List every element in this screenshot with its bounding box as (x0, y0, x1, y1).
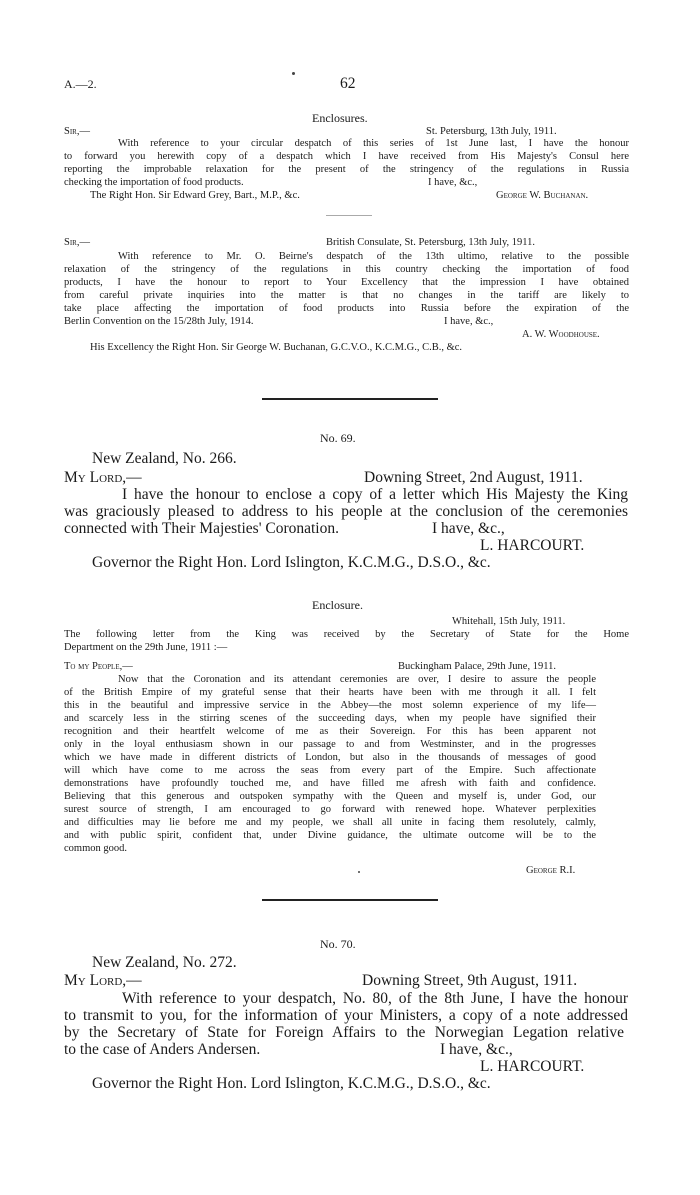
letter-body-line: Now that the Coronation and its attendant ceremonies are over, I desire to assure the people (118, 674, 596, 685)
letter-body-line: only in the loyal enthusiasm shown in our passage to and from Westminster, and in the progresses (64, 739, 596, 750)
enc1-recipient: The Right Hon. Sir Edward Grey, Bart., M.P., &c. (90, 190, 300, 201)
no69-body-line: connected with Their Majesties' Coronation. (64, 520, 339, 537)
letter-body-line: will which have come to me across the seas from every part of the Empire. Such affectionate (64, 765, 596, 776)
enc2-salutation: Sir,— (64, 237, 90, 248)
letter-body-line: and scarcely less in the stirring scenes of the succeeding days, when my people have signified their (64, 713, 596, 724)
no70-number: No. 70. (320, 937, 356, 951)
letter-body-line: common good. (64, 843, 127, 854)
letter-body-line: this in the beautiful and impressive service in the Abbey—the most solemn experience of my life— (64, 700, 596, 711)
letter-body-line: and with public spirit, confident that, under Divine guidance, the ultimate outcome will be to the (64, 830, 596, 841)
no70-body-line: to the case of Anders Andersen. (64, 1041, 261, 1058)
letter-body-line: Believing that this generous and outspoken sympathy with the Queen and myself is, under God, our (64, 791, 596, 802)
no69-signature: L. HARCOURT. (480, 537, 585, 554)
enc1-place-date: St. Petersburg, 13th July, 1911. (426, 126, 557, 137)
enc2-body-line: Berlin Convention on the 15/28th July, 1914. (64, 316, 254, 327)
letter-body-line: and difficulties may lie before me and my people, we shall all unite in facing them resolutely, calmly, (64, 817, 596, 828)
section-divider (262, 899, 438, 901)
enc2-body-line: take place affecting the importation of food products into Russia before the expiration of the (64, 303, 629, 314)
no69-recipient: Governor the Right Hon. Lord Islington, K.C.M.G., D.S.O., &c. (92, 554, 491, 571)
no69-closing: I have, &c., (432, 520, 505, 537)
page-reference: A.—2. (64, 77, 97, 91)
enc2-body-line: relaxation of the stringency of the regulations in this country checking the importation of food (64, 264, 629, 275)
letter-body-line: recognition and their heartfelt welcome of me as their Sovereign. For this has been apparent not (64, 726, 596, 737)
no70-signature: L. HARCOURT. (480, 1058, 585, 1075)
enc2-closing: I have, &c., (444, 316, 494, 327)
enc3-intro-line: The following letter from the King was received by the Secretary of State for the Home (64, 629, 629, 640)
short-divider (326, 215, 372, 216)
enc2-body-line: With reference to Mr. O. Beirne's despatch of the 13th ultimo, relative to the possible (118, 251, 629, 262)
enc1-closing: I have, &c., (428, 177, 478, 188)
no70-body-line: to transmit to you, for the information of your Ministers, a copy of a note addressed (64, 1007, 628, 1024)
enc3-salutation: To my People,— (64, 661, 133, 672)
no69-body-line: I have the honour to enclose a copy of a letter which His Majesty the King (122, 486, 628, 503)
enclosures-heading: Enclosures. (312, 111, 368, 125)
no70-body-line: by the Secretary of State for Foreign Affairs to the Norwegian Legation relative (64, 1024, 624, 1041)
no70-body-line: With reference to your despatch, No. 80, of the 8th June, I have the honour (122, 990, 628, 1007)
enc3-letter-place-date: Buckingham Palace, 29th June, 1911. (398, 661, 556, 672)
enc1-salutation: Sir,— (64, 126, 90, 137)
enc1-body-line: to forward you herewith copy of a despatch which I have received from His Majesty's Consul here (64, 151, 629, 162)
enc1-body-line: reporting the improbable relaxation for the present of the stringency of the regulations in Russia (64, 164, 629, 175)
no70-place-date: Downing Street, 9th August, 1911. (362, 972, 578, 989)
print-speck (358, 871, 360, 873)
enc3-place-date: Whitehall, 15th July, 1911. (452, 616, 566, 627)
no69-salutation: My Lord,— (64, 469, 142, 486)
letter-body-line: of the British Empire of my grateful sense that their hearts have been with me through it all. I felt (64, 687, 596, 698)
enc1-signature: George W. Buchanan. (496, 190, 589, 201)
enc1-body-line: checking the importation of food products. (64, 177, 244, 188)
letter-body-line: surest source of strength, I am encouraged to go forward with renewed hope. Whatever perplexities (64, 804, 596, 815)
enc2-body-line: from careful private inquiries into the matter is that no changes in the tariff are likely to (64, 290, 629, 301)
no70-recipient: Governor the Right Hon. Lord Islington, K.C.M.G., D.S.O., &c. (92, 1075, 491, 1092)
enc3-signature: George R.I. (526, 865, 576, 876)
enc2-recipient: His Excellency the Right Hon. Sir George W. Buchanan, G.C.V.O., K.C.M.G., C.B., &c. (90, 342, 463, 353)
enc2-place-date: British Consulate, St. Petersburg, 13th July, 1911. (326, 237, 536, 248)
enc1-body-line: With reference to your circular despatch of this series of 1st June last, I have the honour (118, 138, 629, 149)
no70-closing: I have, &c., (440, 1041, 513, 1058)
letter-body-line: which we have made in different districts of London, but also in the thousands of messages of good (64, 752, 596, 763)
no69-body-line: was graciously pleased to address to his people at the conclusion of the ceremonies (64, 503, 628, 520)
enc3-intro-line: Department on the 29th June, 1911 :— (64, 642, 228, 653)
no69-place-date: Downing Street, 2nd August, 1911. (364, 469, 583, 486)
no69-number: No. 69. (320, 431, 356, 445)
enc2-body-line: products, I have the honour to report to Your Excellency that the impression I have obtained (64, 277, 629, 288)
no69-destination: New Zealand, No. 266. (92, 450, 237, 467)
enclosure-heading: Enclosure. (312, 598, 363, 612)
page-number: 62 (340, 75, 356, 92)
enc2-signature: A. W. Woodhouse. (522, 329, 600, 340)
section-divider (262, 398, 438, 400)
no70-destination: New Zealand, No. 272. (92, 954, 237, 971)
print-speck (292, 72, 295, 75)
no70-salutation: My Lord,— (64, 972, 142, 989)
letter-body-line: demonstrations have profoundly touched me, and have filled me afresh with faith and confidence. (64, 778, 596, 789)
